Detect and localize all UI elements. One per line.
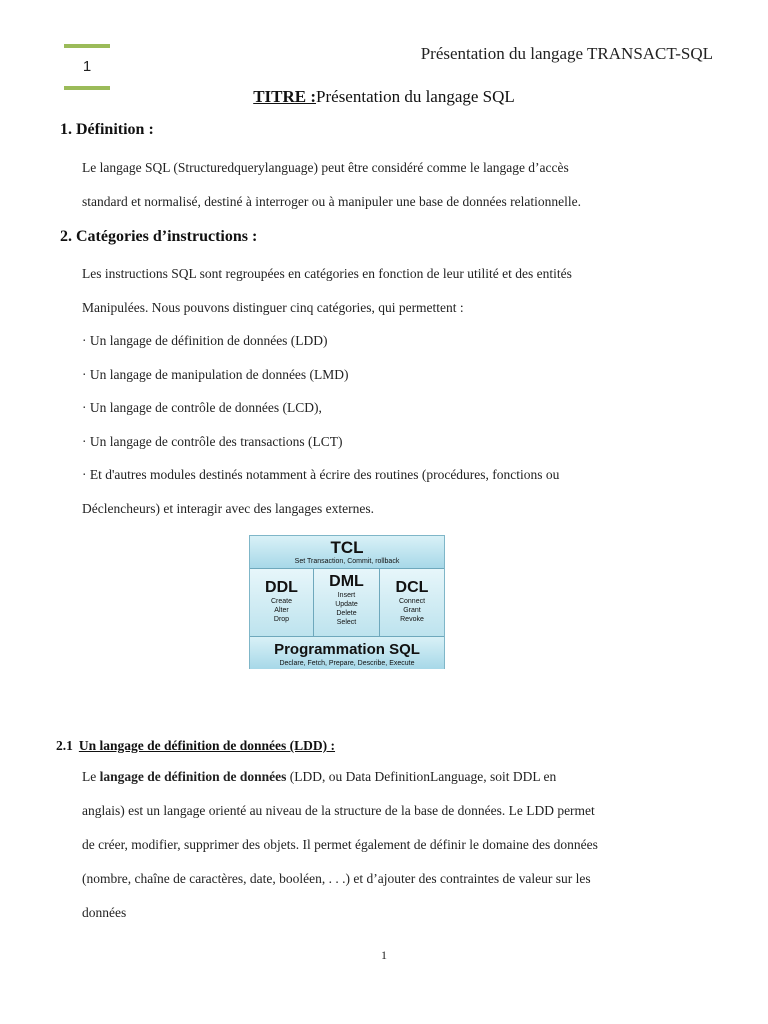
- paragraph-text: Le: [82, 769, 100, 784]
- diagram-dml-item: Select: [336, 619, 357, 626]
- diagram-dml-item: Delete: [336, 610, 357, 617]
- diagram-programmation-block: [250, 636, 444, 669]
- section-heading-definition: 1. Définition :: [60, 121, 154, 138]
- diagram-tcl-block: [250, 536, 444, 569]
- paragraph-line: standard et normalisé, destiné à interroger ou à manipuler une base de données relationnelle.: [82, 194, 581, 209]
- diagram-dml-item: Update: [335, 601, 358, 608]
- page-number-top-rule: [64, 44, 110, 48]
- title-text: Présentation du langage SQL: [316, 87, 515, 106]
- footer-page-number: 1: [381, 948, 387, 962]
- section-heading-categories: 2. Catégories d’instructions :: [60, 228, 258, 245]
- diagram-dml-block: [314, 569, 380, 636]
- diagram-prog-title: Programmation SQL: [274, 641, 420, 658]
- paragraph-line: Manipulées. Nous pouvons distinguer cinq catégories, qui permettent :: [82, 300, 464, 315]
- subsection-number: 2.1: [56, 738, 73, 753]
- diagram-dml-title: DML: [329, 573, 364, 590]
- page-number-box: [64, 44, 110, 90]
- page-number: 1: [82, 58, 92, 75]
- diagram-middle-row: [250, 569, 444, 636]
- list-item: · Un langage de contrôle de données (LCD),: [82, 400, 322, 415]
- diagram-ddl-item: Alter: [274, 607, 289, 614]
- diagram-ddl-item: Drop: [273, 616, 290, 623]
- diagram-dcl-item: Grant: [403, 607, 421, 614]
- sql-categories-diagram: [249, 535, 445, 669]
- subsection-title: Un langage de définition de données (LDD) :: [78, 738, 336, 753]
- paragraph-text: (LDD, ou Data DefinitionLanguage, soit DDL en: [286, 769, 557, 784]
- diagram-dcl-block: [380, 569, 444, 636]
- title-label: TITRE :: [253, 87, 317, 106]
- list-item: · Un langage de définition de données (LDD): [82, 333, 328, 348]
- document-title: [0, 87, 768, 107]
- diagram-dcl-item: Revoke: [400, 616, 424, 623]
- running-header: Présentation du langage TRANSACT-SQL: [420, 44, 713, 63]
- subsection-heading-ldd: [56, 738, 335, 754]
- paragraph-line: données: [82, 905, 127, 920]
- list-item: · Et d'autres modules destinés notamment à écrire des routines (procédures, fonctions ou: [82, 467, 560, 482]
- paragraph-line: Le langage SQL (Structuredquerylanguage) peut être considéré comme le langage d’accès: [82, 160, 569, 175]
- list-item: · Un langage de manipulation de données (LMD): [82, 367, 349, 382]
- diagram-dml-item: Insert: [337, 592, 356, 599]
- paragraph-line: Déclencheurs) et interagir avec des langages externes.: [82, 501, 374, 516]
- diagram-tcl-sub: Set Transaction, Commit, rollback: [294, 558, 400, 565]
- diagram-dcl-title: DCL: [395, 579, 429, 596]
- diagram-prog-sub: Declare, Fetch, Prepare, Describe, Execute: [279, 660, 415, 667]
- diagram-ddl-block: [250, 569, 314, 636]
- diagram-ddl-title: DDL: [265, 579, 298, 596]
- paragraph-line: de créer, modifier, supprimer des objets. Il permet également de définir le domaine des données: [82, 837, 598, 852]
- paragraph-line: anglais) est un langage orienté au niveau de la structure de la base de données. Le LDD permet: [82, 803, 595, 818]
- diagram-tcl-title: TCL: [330, 538, 364, 557]
- list-item: · Un langage de contrôle des transactions (LCT): [82, 434, 343, 449]
- paragraph-line: (nombre, chaîne de caractères, date, booléen, . . .) et d’ajouter des contraintes de valeur sur les: [82, 871, 591, 886]
- paragraph-line: [82, 769, 556, 785]
- paragraph-line: Les instructions SQL sont regroupées en catégories en fonction de leur utilité et des entités: [82, 266, 572, 281]
- bold-term: langage de définition de données: [99, 769, 287, 784]
- diagram-dcl-item: Connect: [398, 598, 426, 605]
- diagram-ddl-item: Create: [270, 598, 292, 605]
